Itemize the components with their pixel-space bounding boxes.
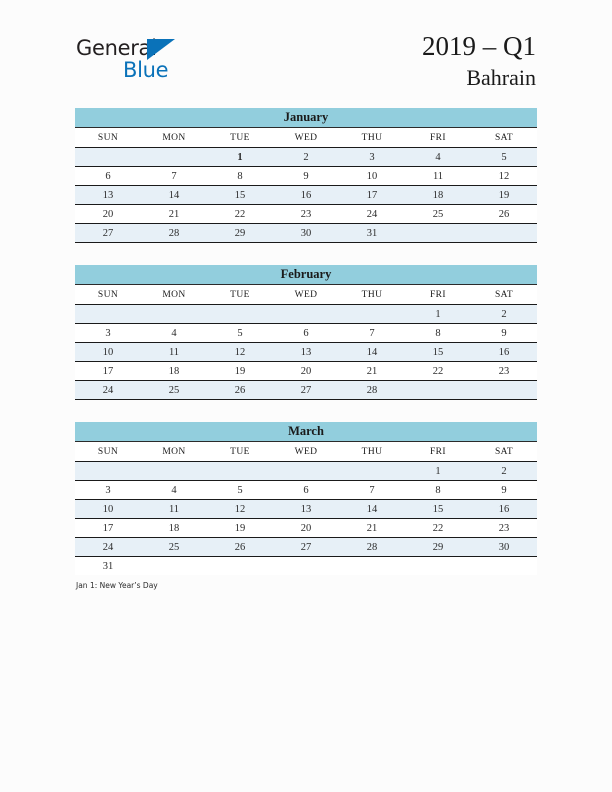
day-cell[interactable]: 3 (75, 481, 141, 500)
day-cell[interactable]: 22 (405, 362, 471, 381)
day-cell[interactable]: 28 (339, 538, 405, 557)
month-title: February (75, 265, 537, 284)
weekday-header-fri: FRI (405, 285, 471, 305)
day-cell[interactable]: 23 (273, 205, 339, 224)
day-cell-empty (141, 305, 207, 324)
weekday-header-thu: THU (339, 285, 405, 305)
day-cell[interactable]: 21 (339, 362, 405, 381)
page-title: 2019 – Q1 (422, 31, 536, 61)
day-cell[interactable]: 20 (273, 362, 339, 381)
day-cell[interactable]: 9 (273, 167, 339, 186)
day-cell[interactable]: 13 (273, 500, 339, 519)
day-cell[interactable]: 25 (141, 538, 207, 557)
weekday-header-sat: SAT (471, 285, 537, 305)
day-cell[interactable]: 10 (75, 500, 141, 519)
week-row (75, 343, 537, 362)
day-cell[interactable]: 17 (339, 186, 405, 205)
month-title: January (75, 108, 537, 127)
weekday-header-row (75, 128, 537, 148)
day-cell[interactable]: 8 (405, 324, 471, 343)
day-cell-empty (273, 557, 339, 576)
day-cell[interactable]: 16 (471, 500, 537, 519)
general-blue-logo (76, 36, 256, 84)
day-cell[interactable]: 31 (75, 557, 141, 576)
day-cell[interactable]: 16 (273, 186, 339, 205)
day-cell[interactable]: 28 (141, 224, 207, 243)
day-cell-empty (339, 462, 405, 481)
day-cell[interactable]: 18 (141, 362, 207, 381)
weekday-header-tue: TUE (207, 442, 273, 462)
week-row (75, 224, 537, 243)
day-cell[interactable]: 7 (339, 481, 405, 500)
month-block-march (75, 422, 537, 575)
day-cell[interactable]: 22 (405, 519, 471, 538)
day-cell[interactable]: 17 (75, 519, 141, 538)
day-cell[interactable]: 24 (339, 205, 405, 224)
weekday-header-row (75, 285, 537, 305)
month-grid (75, 284, 537, 400)
day-cell[interactable]: 26 (207, 538, 273, 557)
weekday-header-mon: MON (141, 128, 207, 148)
day-cell[interactable]: 21 (141, 205, 207, 224)
day-cell[interactable]: 1 (405, 305, 471, 324)
day-cell[interactable]: 6 (273, 324, 339, 343)
day-cell[interactable]: 31 (339, 224, 405, 243)
weekday-header-row (75, 442, 537, 462)
day-cell[interactable]: 24 (75, 538, 141, 557)
day-cell-empty (141, 148, 207, 167)
day-cell[interactable]: 4 (405, 148, 471, 167)
month-title: March (75, 422, 537, 441)
day-cell-empty (405, 381, 471, 400)
weekday-header-sat: SAT (471, 128, 537, 148)
weekday-header-wed: WED (273, 285, 339, 305)
day-cell-empty (273, 462, 339, 481)
day-cell[interactable]: 5 (471, 148, 537, 167)
day-cell[interactable]: 9 (471, 324, 537, 343)
day-cell-empty (339, 305, 405, 324)
day-cell[interactable]: 29 (207, 224, 273, 243)
day-cell[interactable]: 30 (273, 224, 339, 243)
day-cell[interactable]: 20 (75, 205, 141, 224)
page-header (0, 0, 612, 100)
weekday-header-sun: SUN (75, 442, 141, 462)
day-cell-empty (75, 148, 141, 167)
day-cell-empty (471, 381, 537, 400)
week-row (75, 462, 537, 481)
day-cell[interactable]: 12 (471, 167, 537, 186)
day-cell[interactable]: 27 (75, 224, 141, 243)
week-row (75, 519, 537, 538)
day-cell[interactable]: 6 (273, 481, 339, 500)
weekday-header-mon: MON (141, 442, 207, 462)
day-cell-empty (471, 224, 537, 243)
day-cell[interactable]: 3 (339, 148, 405, 167)
day-cell[interactable]: 10 (75, 343, 141, 362)
day-cell[interactable]: 7 (141, 167, 207, 186)
day-cell-empty (141, 557, 207, 576)
day-cell[interactable]: 20 (273, 519, 339, 538)
day-cell[interactable]: 18 (141, 519, 207, 538)
weekday-header-fri: FRI (405, 128, 471, 148)
day-cell[interactable]: 8 (405, 481, 471, 500)
day-cell[interactable]: 25 (141, 381, 207, 400)
day-cell[interactable]: 5 (207, 481, 273, 500)
day-cell[interactable]: 12 (207, 343, 273, 362)
day-cell[interactable]: 7 (339, 324, 405, 343)
month-grid (75, 127, 537, 243)
day-cell[interactable]: 8 (207, 167, 273, 186)
logo-text-general: General (76, 36, 157, 60)
week-row (75, 305, 537, 324)
day-cell[interactable]: 13 (75, 186, 141, 205)
day-cell-empty (273, 305, 339, 324)
day-cell-empty (75, 305, 141, 324)
day-cell[interactable]: 11 (405, 167, 471, 186)
day-cell-empty (207, 462, 273, 481)
day-cell[interactable]: 14 (141, 186, 207, 205)
day-cell[interactable]: 11 (141, 500, 207, 519)
day-cell[interactable]: 23 (471, 519, 537, 538)
day-cell[interactable]: 15 (405, 500, 471, 519)
title-block (422, 30, 536, 92)
day-cell[interactable]: 10 (339, 167, 405, 186)
weekday-header-mon: MON (141, 285, 207, 305)
weekday-header-wed: WED (273, 442, 339, 462)
day-cell[interactable]: 5 (207, 324, 273, 343)
week-row (75, 186, 537, 205)
day-cell[interactable]: 11 (141, 343, 207, 362)
day-cell[interactable]: 13 (273, 343, 339, 362)
weekday-header-sun: SUN (75, 128, 141, 148)
day-cell[interactable]: 15 (405, 343, 471, 362)
day-cell[interactable]: 24 (75, 381, 141, 400)
day-cell[interactable]: 4 (141, 324, 207, 343)
logo-triangle-icon (147, 39, 175, 60)
day-cell[interactable]: 19 (207, 362, 273, 381)
day-cell[interactable]: 4 (141, 481, 207, 500)
country-subtitle: Bahrain (466, 65, 536, 90)
day-cell[interactable]: 28 (339, 381, 405, 400)
day-cell[interactable]: 27 (273, 538, 339, 557)
day-cell[interactable]: 19 (471, 186, 537, 205)
day-cell[interactable]: 22 (207, 205, 273, 224)
holiday-notes (76, 580, 536, 592)
quarter-calendar (75, 108, 537, 597)
day-cell[interactable]: 16 (471, 343, 537, 362)
day-cell[interactable]: 12 (207, 500, 273, 519)
week-row (75, 167, 537, 186)
weekday-header-fri: FRI (405, 442, 471, 462)
day-cell[interactable]: 18 (405, 186, 471, 205)
day-cell[interactable]: 14 (339, 343, 405, 362)
week-row (75, 381, 537, 400)
weekday-header-wed: WED (273, 128, 339, 148)
day-cell[interactable]: 19 (207, 519, 273, 538)
day-cell[interactable]: 25 (405, 205, 471, 224)
day-cell-empty (207, 557, 273, 576)
day-cell-empty (405, 557, 471, 576)
logo-text-blue: Blue (123, 58, 169, 82)
day-cell[interactable]: 2 (471, 305, 537, 324)
day-cell-empty (207, 305, 273, 324)
day-cell[interactable]: 30 (471, 538, 537, 557)
day-cell[interactable]: 2 (273, 148, 339, 167)
day-cell[interactable]: 26 (207, 381, 273, 400)
day-cell[interactable]: 23 (471, 362, 537, 381)
day-cell[interactable]: 6 (75, 167, 141, 186)
day-cell[interactable]: 3 (75, 324, 141, 343)
day-cell-empty (405, 224, 471, 243)
week-row (75, 324, 537, 343)
day-cell-empty (339, 557, 405, 576)
day-cell[interactable]: 2 (471, 462, 537, 481)
month-block-february (75, 265, 537, 400)
day-cell-empty (75, 462, 141, 481)
weekday-header-tue: TUE (207, 285, 273, 305)
day-cell-empty (471, 557, 537, 576)
weekday-header-thu: THU (339, 128, 405, 148)
day-cell[interactable]: 1 (207, 148, 273, 167)
week-row (75, 557, 537, 576)
day-cell[interactable]: 26 (471, 205, 537, 224)
week-row (75, 362, 537, 381)
day-cell[interactable]: 27 (273, 381, 339, 400)
weekday-header-tue: TUE (207, 128, 273, 148)
week-row (75, 205, 537, 224)
day-cell[interactable]: 1 (405, 462, 471, 481)
day-cell[interactable]: 9 (471, 481, 537, 500)
day-cell[interactable]: 17 (75, 362, 141, 381)
week-row (75, 538, 537, 557)
week-row (75, 500, 537, 519)
weekday-header-thu: THU (339, 442, 405, 462)
week-row (75, 148, 537, 167)
day-cell-empty (141, 462, 207, 481)
day-cell[interactable]: 21 (339, 519, 405, 538)
day-cell[interactable]: 15 (207, 186, 273, 205)
month-block-january (75, 108, 537, 243)
weekday-header-sat: SAT (471, 442, 537, 462)
weekday-header-sun: SUN (75, 285, 141, 305)
holiday-note: Jan 1: New Year’s Day (76, 581, 158, 590)
week-row (75, 481, 537, 500)
day-cell[interactable]: 29 (405, 538, 471, 557)
month-grid (75, 441, 537, 575)
day-cell[interactable]: 14 (339, 500, 405, 519)
